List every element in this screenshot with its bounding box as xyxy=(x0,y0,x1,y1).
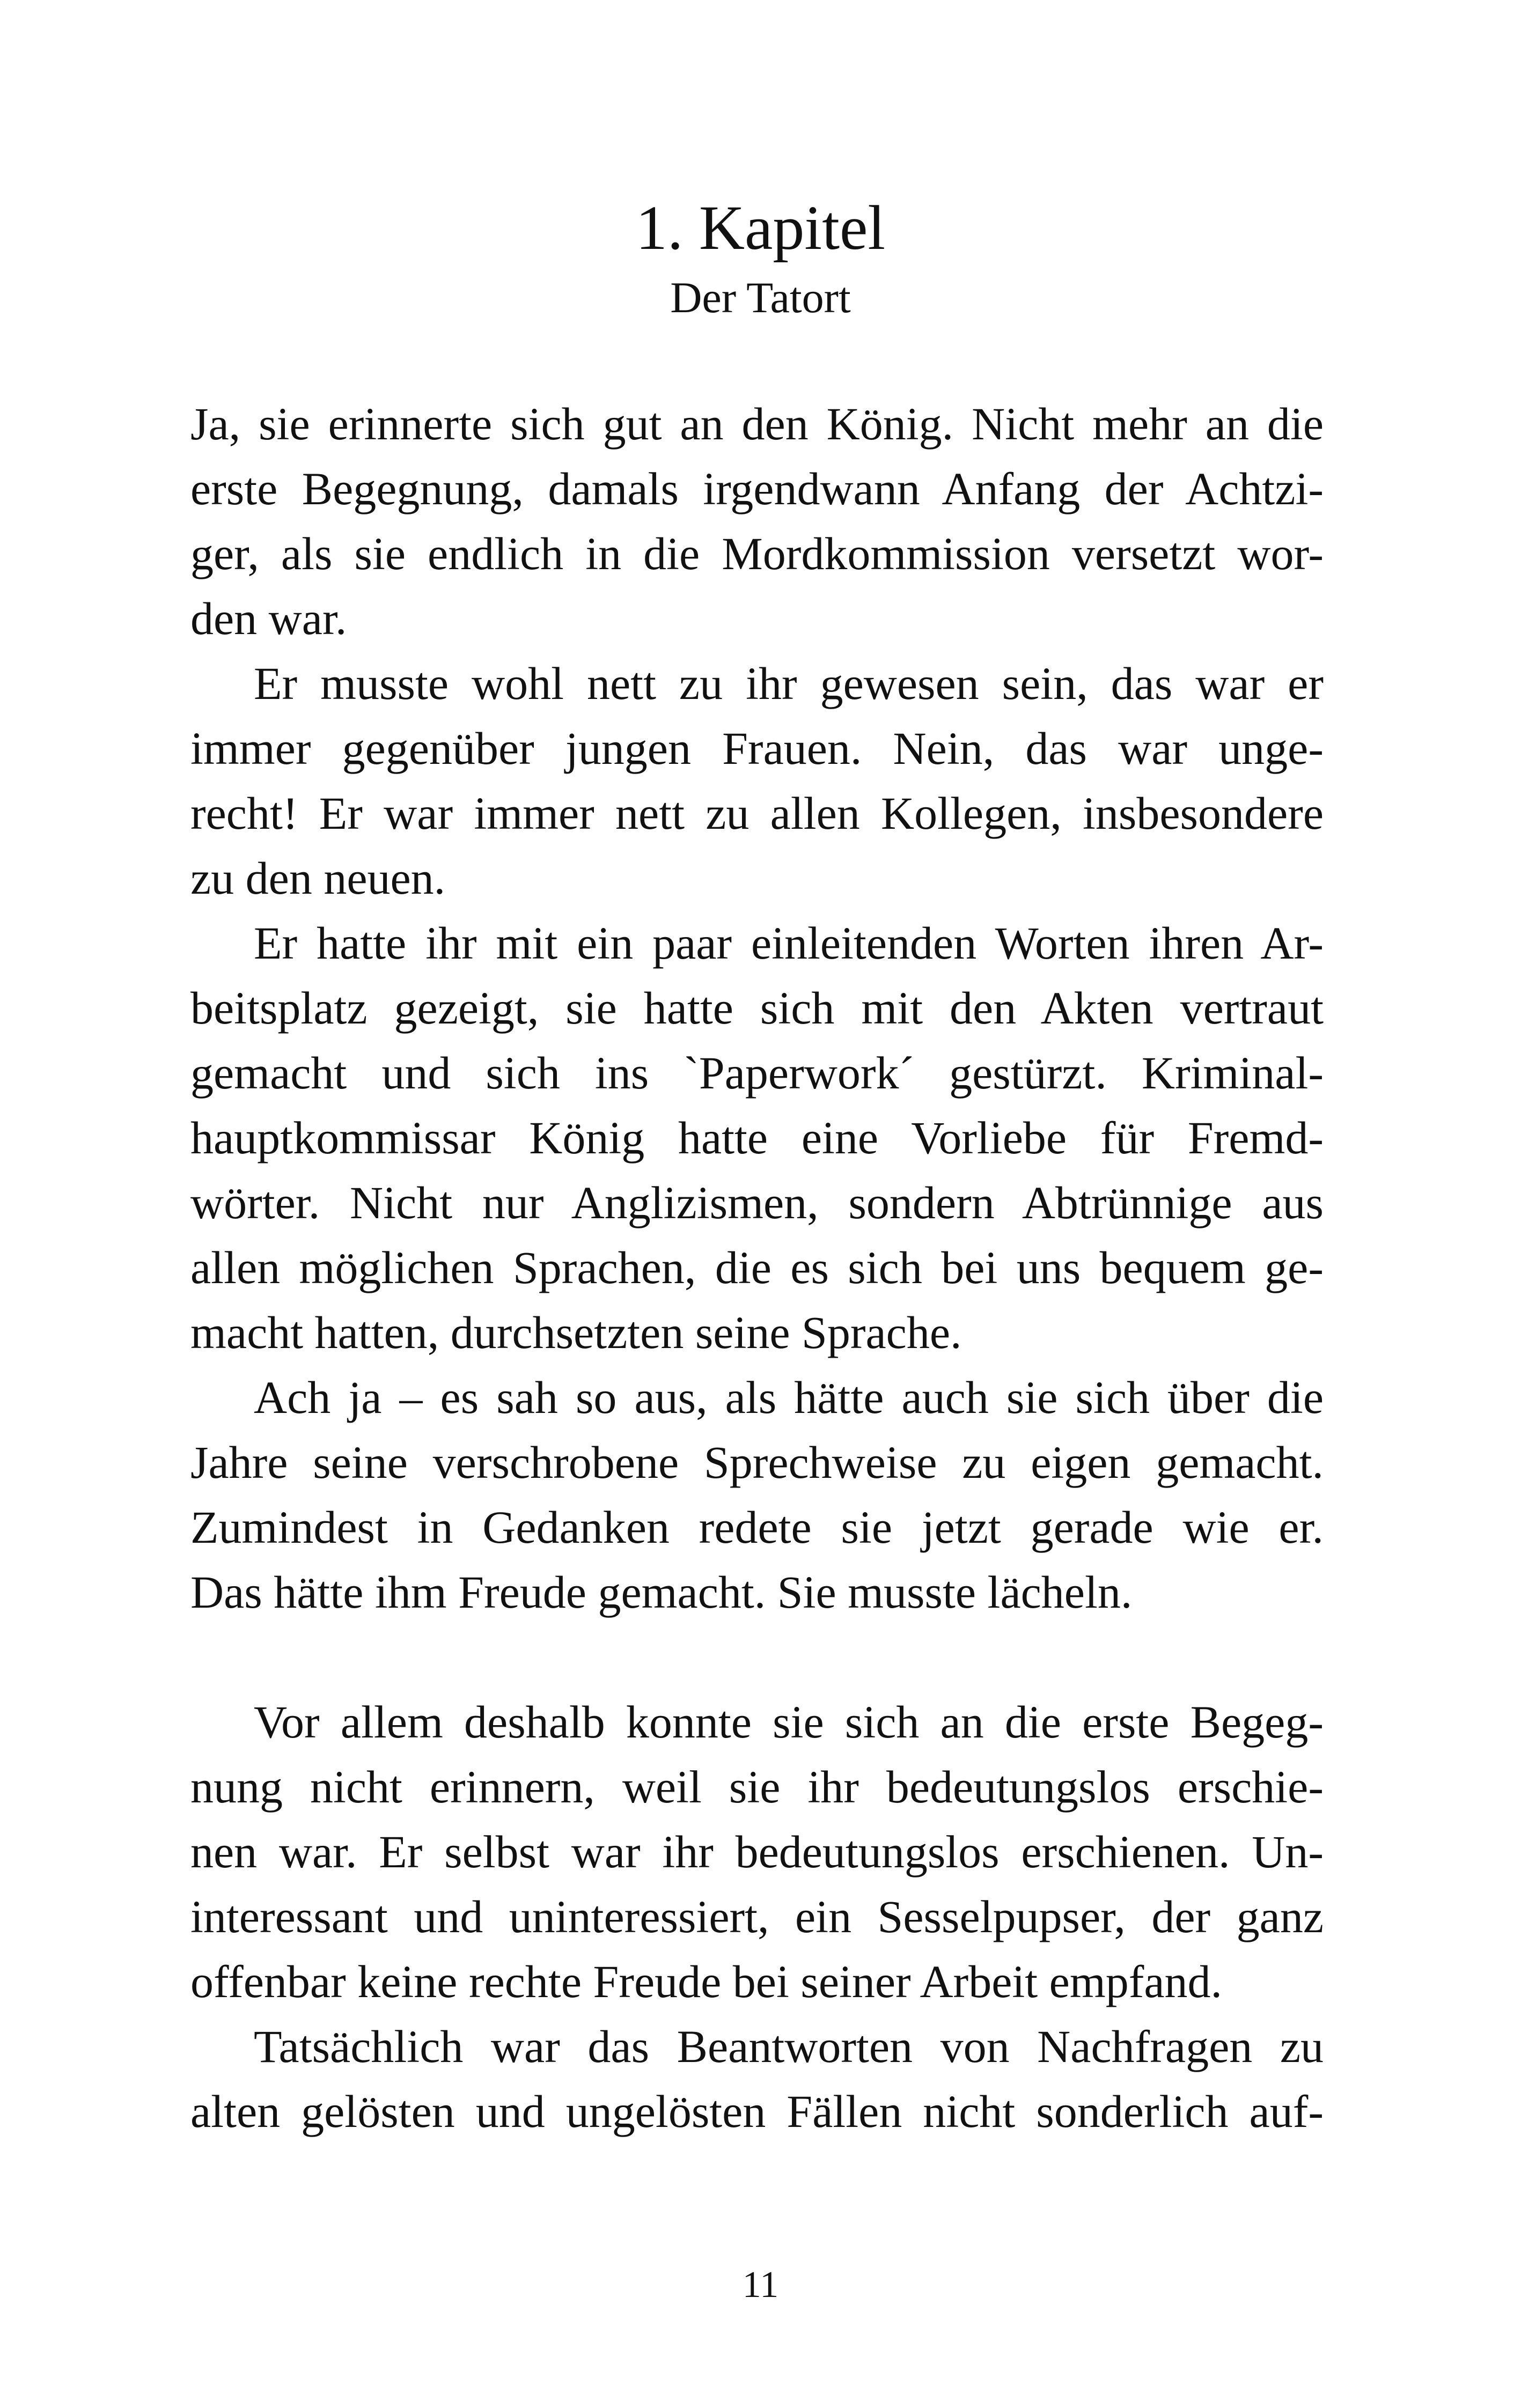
chapter-number: 1. Kapitel xyxy=(635,193,886,263)
paragraph xyxy=(190,2014,1324,2144)
text-line: macht hatten, durchsetzten seine Sprache. xyxy=(190,1307,962,1358)
text-line: recht! Er war immer nett zu allen Kollegen, insbesondere xyxy=(190,787,1324,839)
text-line: wörter. Nicht nur Anglizismen, sondern Abtrünnige aus xyxy=(190,1177,1324,1228)
paragraph xyxy=(190,651,1324,911)
text-line: hauptkommissar König hatte eine Vorliebe für Fremd- xyxy=(190,1112,1324,1164)
text-line: Das hätte ihm Freude gemacht. Sie musste lächeln. xyxy=(190,1566,1133,1618)
text-line: Zumindest in Gedanken redete sie jetzt gerade wie er. xyxy=(190,1501,1324,1553)
text-line: Ja, sie erinnerte sich gut an den König. Nicht mehr an die xyxy=(190,398,1324,450)
text-line: Vor allem deshalb konnte sie sich an die erste Begeg- xyxy=(254,1696,1324,1748)
text-line: alten gelösten und ungelösten Fällen nicht sonderlich auf- xyxy=(190,2086,1324,2137)
text-line: Jahre seine verschrobene Sprechweise zu eigen gemacht. xyxy=(190,1437,1324,1488)
text-line: zu den neuen. xyxy=(190,852,446,904)
text-line: interessant und uninteressiert, ein Sesselpupser, der ganz xyxy=(190,1891,1324,1942)
paragraph xyxy=(190,1690,1324,2014)
text-line: Ach ja – es sah so aus, als hätte auch sie sich über die xyxy=(254,1372,1324,1423)
paragraph xyxy=(190,1365,1324,1625)
body-text xyxy=(190,392,1324,2144)
text-line: den war. xyxy=(190,593,347,644)
text-line: ger, als sie endlich in die Mordkommission versetzt wor- xyxy=(190,528,1324,579)
text-line: gemacht und sich ins `Paperwork´ gestürzt. Kriminal- xyxy=(190,1047,1324,1099)
text-line: nen war. Er selbst war ihr bedeutungslos erschienen. Un- xyxy=(190,1826,1324,1877)
text-line: nung nicht erinnern, weil sie ihr bedeutungslos erschie- xyxy=(190,1761,1324,1813)
chapter-title: Der Tatort xyxy=(670,273,851,322)
text-line: erste Begegnung, damals irgendwann Anfang der Achtzi- xyxy=(190,463,1324,514)
paragraph xyxy=(190,911,1324,1365)
text-line: allen möglichen Sprachen, die es sich bei uns bequem ge- xyxy=(190,1242,1324,1293)
text-line: beitsplatz gezeigt, sie hatte sich mit den Akten vertraut xyxy=(190,982,1324,1034)
text-line: immer gegenüber jungen Frauen. Nein, das war unge- xyxy=(190,723,1324,774)
text-line: Tatsächlich war das Beantworten von Nachfragen zu xyxy=(254,2021,1324,2072)
text-line: Er hatte ihr mit ein paar einleitenden Worten ihren Ar- xyxy=(254,917,1324,969)
text-line: Er musste wohl nett zu ihr gewesen sein, das war er xyxy=(254,658,1324,709)
section-break xyxy=(190,1625,1324,1690)
paragraph xyxy=(190,392,1324,651)
text-line: offenbar keine rechte Freude bei seiner Arbeit empfand. xyxy=(190,1956,1223,2007)
page-number: 11 xyxy=(742,2264,779,2306)
